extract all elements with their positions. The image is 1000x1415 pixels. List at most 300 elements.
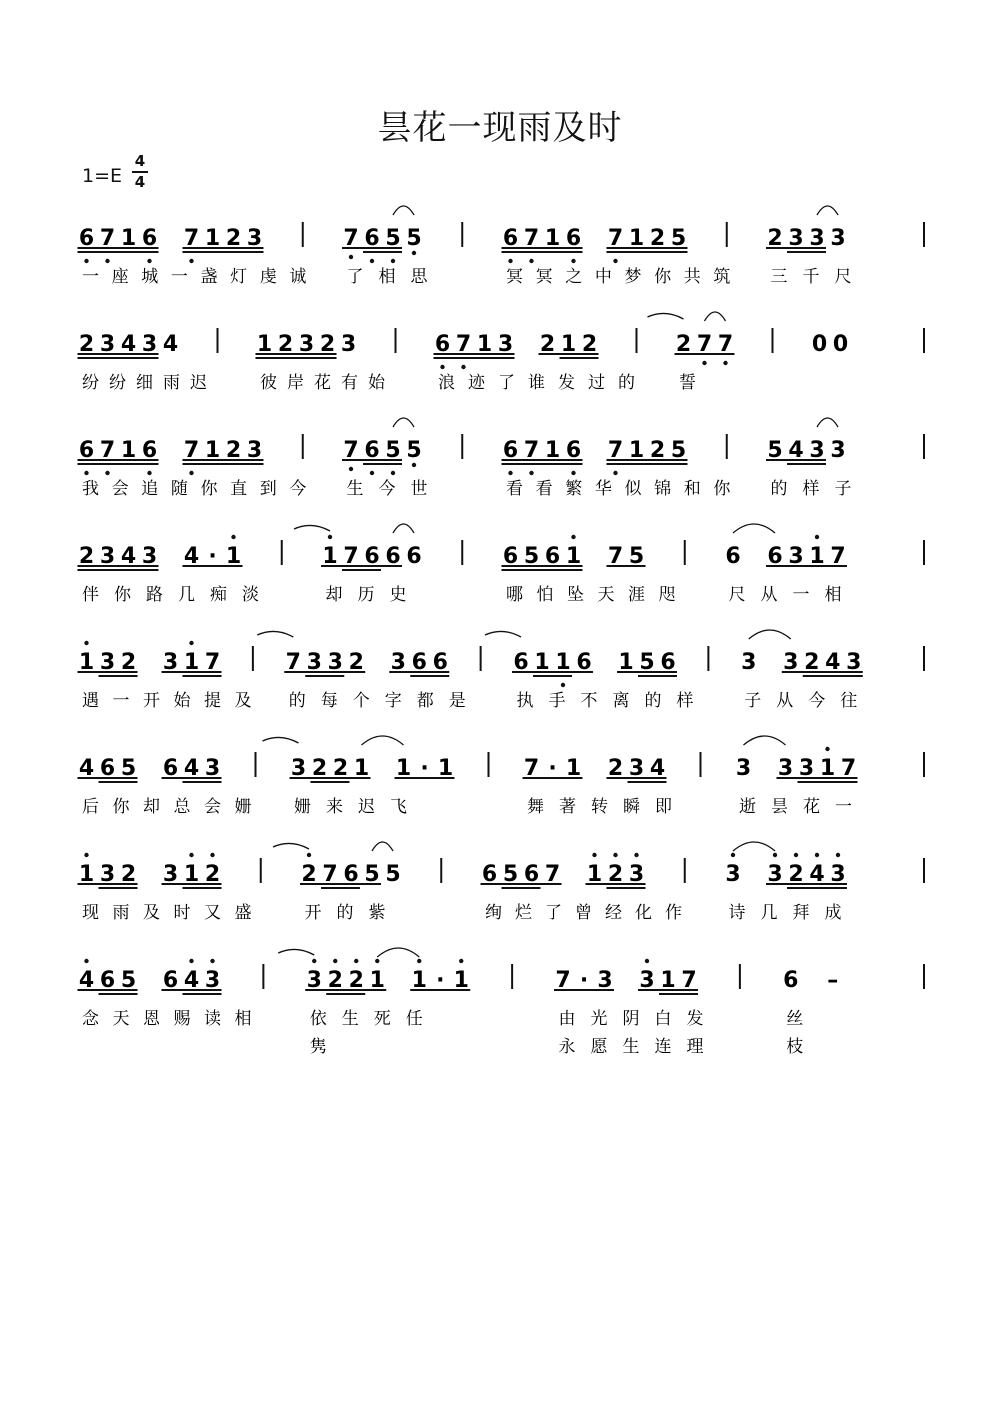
sustain-dash: – <box>827 968 839 993</box>
lyric-char: 史 <box>389 585 407 605</box>
note-digit: 2 <box>348 968 364 993</box>
note-digit: 3 <box>783 650 799 675</box>
note-digit: 5 <box>670 438 687 463</box>
lyric-char: 路 <box>146 585 163 605</box>
note-digit: 6 <box>660 650 676 675</box>
note-digit: 6 <box>432 650 448 675</box>
high-octave-dot <box>354 959 358 963</box>
high-octave-dot <box>189 959 193 963</box>
lyric-char: 从 <box>760 585 778 605</box>
lyric-char-second: 理 <box>686 1037 704 1057</box>
lyric-char: 看 <box>535 479 553 499</box>
lyric-char: 雨 <box>163 373 180 393</box>
low-octave-dot <box>702 361 706 365</box>
lyric-char: 不 <box>580 691 598 711</box>
tie-arc <box>393 418 414 427</box>
note-digit: 3 <box>798 756 815 781</box>
lyric-char: 千 <box>802 267 820 287</box>
low-octave-dot <box>613 471 617 475</box>
low-octave-dot <box>105 471 109 475</box>
note-digit: 1 <box>225 544 242 569</box>
tie-arc <box>817 418 838 427</box>
lyric-char: 锦 <box>654 479 672 499</box>
high-octave-dot <box>84 959 88 963</box>
low-octave-dot <box>461 365 465 369</box>
note-digit: 3 <box>306 968 322 993</box>
lyric-char: 花 <box>803 797 820 817</box>
note-digit: 4 <box>162 332 179 357</box>
high-octave-dot <box>825 747 829 751</box>
note-digit: 3 <box>141 544 158 569</box>
note-digit: 1 <box>628 438 645 463</box>
lyric-char: 相 <box>234 1009 252 1029</box>
note-digit: 1 <box>437 756 454 781</box>
note-digit: 2 <box>120 862 137 887</box>
note-digit: 3 <box>290 756 307 781</box>
lyric-char: 及 <box>143 903 160 923</box>
lyric-char: 世 <box>410 479 428 499</box>
note-digit: 3 <box>735 756 752 781</box>
note-digit: 6 <box>78 226 95 251</box>
high-octave-dot <box>417 959 421 963</box>
low-octave-dot <box>189 259 193 263</box>
lyric-char: 执 <box>516 691 534 711</box>
note-digit: 6 <box>502 544 519 569</box>
note-digit: 3 <box>204 968 221 993</box>
lyric-char: 的 <box>618 373 635 393</box>
note-digit: 5 <box>639 650 655 675</box>
note-digit: 2 <box>539 332 556 357</box>
note-digit: 3 <box>741 650 757 675</box>
note-digit: 4 <box>78 968 95 993</box>
note-digit: 7 <box>717 332 734 357</box>
lyric-char: 彼 <box>260 373 277 393</box>
note-digit: 6 <box>767 544 783 569</box>
lyric-char: 离 <box>612 691 630 711</box>
lyric-char: 来 <box>326 797 343 817</box>
lyric-char: 筑 <box>713 267 731 287</box>
lyric-char: 即 <box>655 797 672 817</box>
lyric-char: 时 <box>173 903 191 923</box>
low-octave-dot <box>613 259 617 263</box>
lyric-char: 转 <box>591 797 608 817</box>
lyric-char: 了 <box>545 903 562 923</box>
note-digit: 5 <box>385 226 401 251</box>
low-octave-dot <box>723 361 727 365</box>
lyric-char: 灯 <box>230 267 248 287</box>
high-octave-dot <box>836 853 840 857</box>
note-digit: 1 <box>369 968 385 993</box>
note-digit: 7 <box>607 544 624 569</box>
augmentation-dot: · <box>208 544 217 569</box>
tie-arc <box>362 736 404 745</box>
lyric-char: 都 <box>416 691 434 711</box>
lyric-char: 诚 <box>289 267 307 287</box>
lyric-char: 一 <box>112 691 130 711</box>
lyric-char: 拜 <box>792 903 810 923</box>
note-digit: 6 <box>385 544 401 569</box>
tie-arc <box>393 206 414 215</box>
note-digit: 4 <box>120 332 137 357</box>
tie-arc <box>733 524 775 533</box>
note-digit: 2 <box>78 332 95 357</box>
lyric-char: 天 <box>112 1009 130 1029</box>
note-digit: 3 <box>162 862 179 887</box>
lyric-char: 盏 <box>200 267 218 287</box>
lyric-char: 咫 <box>658 585 676 605</box>
note-digit: 7 <box>555 968 571 993</box>
lyric-char: 子 <box>834 479 852 499</box>
lyric-char: 今 <box>289 479 307 499</box>
lyric-char: 一 <box>792 585 810 605</box>
lyric-char: 城 <box>141 267 159 287</box>
note-digit: 7 <box>183 226 200 251</box>
note-digit: 3 <box>628 862 645 887</box>
note-digit: 6 <box>343 862 359 887</box>
lyric-char: 你 <box>713 479 731 499</box>
note-digit: 1 <box>819 756 836 781</box>
high-octave-dot <box>571 535 575 539</box>
note-digit: 6 <box>411 650 427 675</box>
lyric-char: 冥 <box>506 267 523 287</box>
note-digit: 3 <box>777 756 794 781</box>
note-digit: 1 <box>353 756 370 781</box>
lyric-char: 你 <box>112 797 130 817</box>
lyric-char: 生 <box>346 479 364 499</box>
lyric-char: 昙 <box>771 797 788 817</box>
tie-arc <box>817 206 838 215</box>
lyric-char: 是 <box>448 691 466 711</box>
note-digit: 6 <box>434 332 451 357</box>
note-digit: 3 <box>846 650 862 675</box>
note-digit: 2 <box>327 968 343 993</box>
note-digit: 3 <box>204 756 221 781</box>
tie-arc <box>733 842 775 851</box>
tie-arc <box>278 949 314 955</box>
lyric-char: 今 <box>378 479 396 499</box>
note-digit: 5 <box>406 438 422 463</box>
low-octave-dot <box>147 471 151 475</box>
lyric-char: 纷 <box>109 373 126 393</box>
note-digit: 6 <box>502 226 519 251</box>
note-digit: 3 <box>141 332 158 357</box>
note-digit: 1 <box>204 438 221 463</box>
tie-arc <box>749 630 791 639</box>
lyric-char: 痴 <box>210 585 227 605</box>
high-octave-dot <box>210 959 214 963</box>
tie-arc <box>263 737 299 743</box>
note-digit: 5 <box>385 862 401 887</box>
note-digit: 7 <box>523 756 540 781</box>
note-digit: 5 <box>120 968 137 993</box>
lyric-char: 开 <box>304 903 322 923</box>
lyric-char: 梦 <box>624 267 642 287</box>
note-digit: 4 <box>183 968 200 993</box>
low-octave-dot <box>440 365 444 369</box>
time-signature-top: 4 <box>134 152 146 170</box>
note-digit: 4 <box>788 438 804 463</box>
lyric-char-second: 枝 <box>786 1037 804 1057</box>
high-octave-dot <box>794 853 798 857</box>
note-digit: 7 <box>285 650 301 675</box>
lyric-char: 华 <box>594 479 612 499</box>
tie-arc <box>705 312 726 321</box>
high-octave-dot <box>333 959 337 963</box>
note-digit: 3 <box>99 332 116 357</box>
note-digit: 2 <box>767 226 783 251</box>
note-digit: 2 <box>78 544 95 569</box>
note-digit: 3 <box>327 650 343 675</box>
note-digit: 7 <box>681 968 697 993</box>
lyric-char: 却 <box>143 797 160 817</box>
lyric-char: 及 <box>234 691 252 711</box>
note-digit: 6 <box>364 544 380 569</box>
note-digit: 1 <box>120 438 137 463</box>
high-octave-dot <box>592 853 596 857</box>
high-octave-dot <box>613 853 617 857</box>
lyric-char-second: 愿 <box>590 1037 608 1057</box>
note-digit: 6 <box>162 968 179 993</box>
lyric-char: 依 <box>309 1009 327 1029</box>
lyric-char: 之 <box>565 267 583 287</box>
lyric-char: 誓 <box>679 373 696 393</box>
lyric-char: 似 <box>624 479 642 499</box>
lyric-char: 谁 <box>528 373 545 393</box>
note-digit: 1 <box>120 226 137 251</box>
lyric-char: 总 <box>173 797 191 817</box>
lyric-char: 你 <box>114 585 131 605</box>
lyric-char: 虔 <box>259 267 277 287</box>
lyric-char: 几 <box>760 903 778 923</box>
note-digit: 1 <box>78 650 95 675</box>
high-octave-dot <box>312 959 316 963</box>
note-digit: 5 <box>628 544 645 569</box>
note-digit: 3 <box>246 226 263 251</box>
note-digit: 6 <box>523 862 540 887</box>
tie-arc <box>257 631 293 637</box>
note-digit: 7 <box>523 226 540 251</box>
lyric-char: 到 <box>259 479 277 499</box>
lyric-char: 历 <box>357 585 375 605</box>
note-digit: 7 <box>204 650 221 675</box>
note-digit: 1 <box>183 650 200 675</box>
note-digit: 3 <box>306 650 322 675</box>
note-digit: 3 <box>162 650 179 675</box>
augmentation-dot: · <box>579 968 589 993</box>
lyric-char: 了 <box>498 373 515 393</box>
lyric-char: 追 <box>141 479 159 499</box>
lyric-char: 迟 <box>358 797 375 817</box>
note-digit: 5 <box>385 438 401 463</box>
note-digit: 7 <box>607 226 624 251</box>
note-digit: 0 <box>811 332 828 357</box>
lyric-char: 涯 <box>628 585 645 605</box>
note-digit: 3 <box>246 438 263 463</box>
note-digit: 6 <box>141 226 158 251</box>
note-digit: 5 <box>502 862 519 887</box>
high-octave-dot <box>459 959 463 963</box>
lyric-char: 会 <box>204 797 221 817</box>
note-digit: 5 <box>670 226 687 251</box>
note-digit: 6 <box>364 226 380 251</box>
augmentation-dot: · <box>548 756 557 781</box>
note-digit: 1 <box>560 332 577 357</box>
lyric-char: 尺 <box>728 585 746 605</box>
high-octave-dot <box>375 959 379 963</box>
lyric-char: 座 <box>111 267 129 287</box>
note-digit: 3 <box>597 968 613 993</box>
lyric-char-second: 隽 <box>309 1037 327 1057</box>
note-digit: 4 <box>78 756 95 781</box>
lyric-char: 每 <box>320 691 338 711</box>
note-digit: 2 <box>607 862 624 887</box>
lyric-char: 白 <box>654 1009 672 1029</box>
lyric-char: 的 <box>288 691 306 711</box>
tie-arc <box>393 524 414 533</box>
lyric-char: 姗 <box>294 797 311 817</box>
lyric-char: 样 <box>676 691 694 711</box>
high-octave-dot <box>210 853 214 857</box>
note-digit: 2 <box>607 756 624 781</box>
note-digit: 1 <box>809 544 825 569</box>
lyric-char: 你 <box>654 267 672 287</box>
note-digit: 3 <box>99 544 116 569</box>
note-digit: 4 <box>825 650 841 675</box>
note-digit: 2 <box>319 332 336 357</box>
lyric-char: 手 <box>548 691 566 711</box>
note-digit: 2 <box>225 226 242 251</box>
lyric-char: 过 <box>588 373 605 393</box>
low-octave-dot <box>147 259 151 263</box>
note-digit: 3 <box>340 332 357 357</box>
low-octave-dot <box>105 259 109 263</box>
note-digit: 1 <box>534 650 550 675</box>
high-octave-dot <box>189 641 193 645</box>
note-digit: 1 <box>618 650 634 675</box>
note-digit: 6 <box>725 544 741 569</box>
lyric-char: 诗 <box>728 903 746 923</box>
lyric-char: 繁 <box>565 479 583 499</box>
lyric-char: 花 <box>314 373 331 393</box>
tie-arc <box>294 525 330 531</box>
note-digit: 7 <box>830 544 846 569</box>
lyric-char: 纷 <box>82 373 99 393</box>
high-octave-dot <box>307 853 311 857</box>
lyric-char: 提 <box>204 691 221 711</box>
low-octave-dot <box>561 683 565 687</box>
note-digit: 6 <box>576 650 592 675</box>
lyric-char-second: 连 <box>654 1037 672 1057</box>
lyric-char: 经 <box>605 903 622 923</box>
lyric-char: 生 <box>341 1009 359 1029</box>
augmentation-dot: · <box>436 968 445 993</box>
note-digit: 2 <box>332 756 349 781</box>
lyric-char: 三 <box>770 267 788 287</box>
note-digit: 6 <box>364 438 380 463</box>
note-digit: 2 <box>301 862 317 887</box>
note-digit: 1 <box>565 544 582 569</box>
lyric-char: 岸 <box>287 373 304 393</box>
note-digit: 3 <box>628 756 645 781</box>
low-octave-dot <box>349 255 353 259</box>
lyric-char: 了 <box>346 267 364 287</box>
note-digit: 3 <box>809 226 825 251</box>
high-octave-dot <box>731 853 735 857</box>
lyric-char: 读 <box>204 1009 221 1029</box>
lyric-char: 一 <box>170 267 188 287</box>
low-octave-dot <box>370 259 374 263</box>
low-octave-dot <box>508 259 512 263</box>
note-digit: 6 <box>99 756 116 781</box>
lyric-char: 怕 <box>536 585 554 605</box>
low-octave-dot <box>349 467 353 471</box>
note-digit: 6 <box>513 650 529 675</box>
lyric-char: 迹 <box>468 373 485 393</box>
lyric-char: 丝 <box>786 1009 804 1029</box>
lyric-char: 一 <box>82 267 99 287</box>
lyric-char: 细 <box>136 373 153 393</box>
lyric-char: 我 <box>82 479 99 499</box>
note-digit: 3 <box>390 650 406 675</box>
low-octave-dot <box>84 471 88 475</box>
low-octave-dot <box>529 471 533 475</box>
lyric-char: 子 <box>744 691 762 711</box>
lyric-char: 淡 <box>242 585 259 605</box>
tie-arc <box>372 842 393 851</box>
high-octave-dot <box>84 853 88 857</box>
lyric-char: 一 <box>835 797 852 817</box>
lyric-char: 遇 <box>82 691 99 711</box>
note-digit: 2 <box>649 226 666 251</box>
note-digit: 0 <box>832 332 849 357</box>
lyric-char: 随 <box>170 479 188 499</box>
note-digit: 3 <box>830 226 846 251</box>
note-digit: 3 <box>298 332 315 357</box>
note-digit: 2 <box>788 862 804 887</box>
note-digit: 7 <box>840 756 857 781</box>
note-digit: 6 <box>141 438 158 463</box>
lyric-char: 曾 <box>575 903 592 923</box>
note-digit: 1 <box>256 332 273 357</box>
lyric-char: 死 <box>373 1009 391 1029</box>
lyric-char: 从 <box>776 691 794 711</box>
lyric-char: 逝 <box>739 797 756 817</box>
lyric-char: 作 <box>665 903 682 923</box>
note-digit: 1 <box>544 438 561 463</box>
note-digit: 6 <box>78 438 95 463</box>
lyric-char: 紫 <box>368 903 386 923</box>
note-digit: 1 <box>628 226 645 251</box>
key-signature: 1=E <box>82 165 123 187</box>
note-digit: 4 <box>183 756 200 781</box>
lyric-char-second: 永 <box>558 1037 576 1057</box>
low-octave-dot <box>84 259 88 263</box>
lyric-char: 开 <box>143 691 160 711</box>
lyric-char: 现 <box>82 903 99 923</box>
lyric-char: 坠 <box>567 585 584 605</box>
lyric-char: 天 <box>597 585 615 605</box>
note-digit: 6 <box>99 968 116 993</box>
high-octave-dot <box>231 535 235 539</box>
note-digit: 6 <box>502 438 519 463</box>
note-digit: 3 <box>725 862 741 887</box>
note-digit: 3 <box>497 332 514 357</box>
note-digit: 3 <box>788 544 804 569</box>
note-digit: 6 <box>544 544 561 569</box>
low-octave-dot <box>370 471 374 475</box>
note-digit: 2 <box>804 650 820 675</box>
high-octave-dot <box>815 853 819 857</box>
